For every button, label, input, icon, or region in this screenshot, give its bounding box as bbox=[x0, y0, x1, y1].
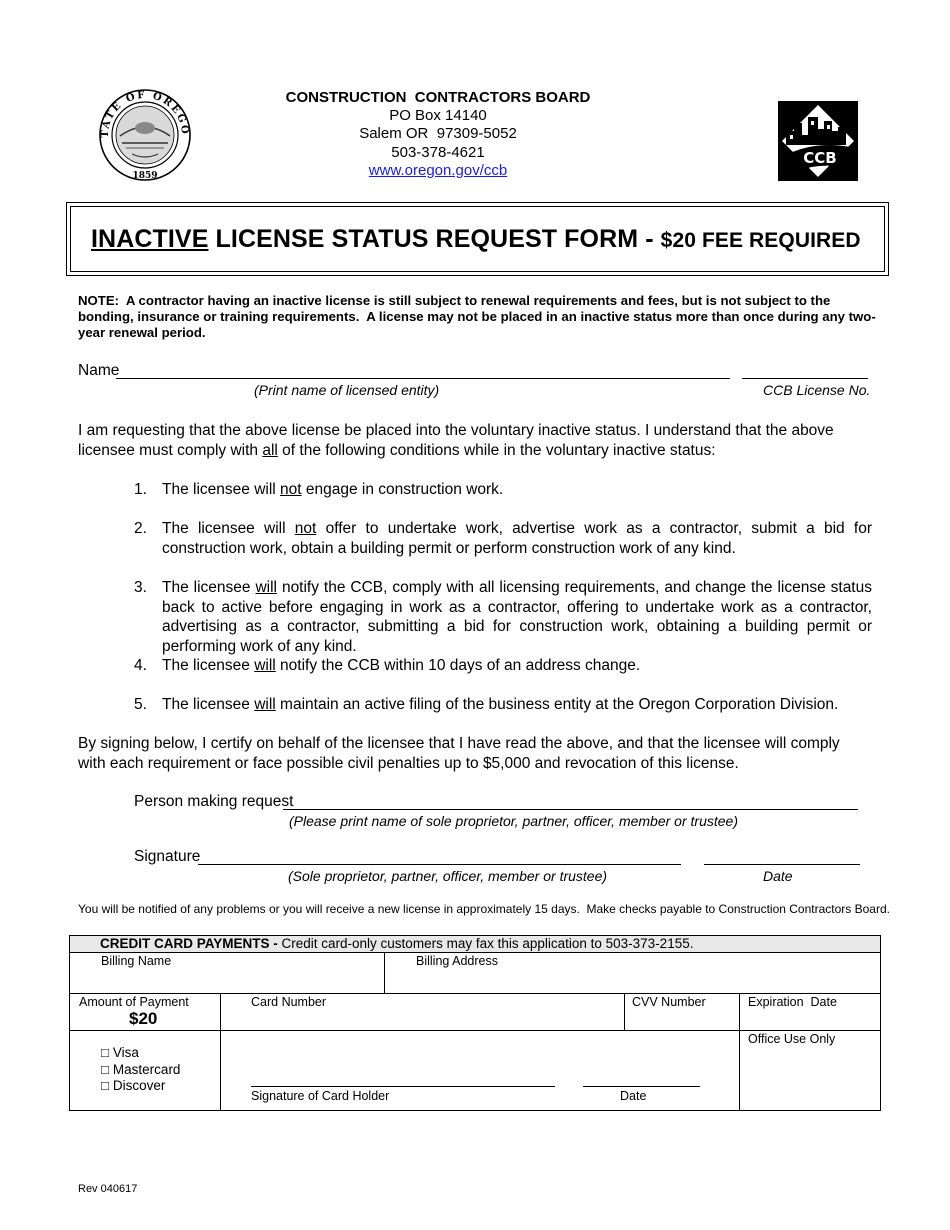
card-type-label: Mastercard bbox=[112, 1061, 181, 1077]
card-type-visa[interactable] bbox=[101, 1045, 180, 1062]
name-label: Name bbox=[78, 362, 120, 379]
checkbox-icon[interactable]: □ bbox=[101, 1078, 110, 1093]
date-caption: Date bbox=[763, 868, 793, 884]
expiration-cell[interactable] bbox=[740, 994, 881, 1031]
card-number-label: Card Number bbox=[251, 995, 327, 1009]
expiration-label: Expiration Date bbox=[748, 995, 837, 1009]
condition-text: The licensee bbox=[162, 579, 256, 596]
amount-value: $20 bbox=[129, 1009, 158, 1028]
condition-text: The licensee bbox=[162, 696, 255, 713]
cvv-cell[interactable] bbox=[625, 994, 740, 1031]
certification-paragraph: By signing below, I certify on behalf of the licensee that I have read the above, and that the licensee will comply with each requirement or face possible civil penalties up to $5,000 and revocation of this license. bbox=[78, 735, 840, 772]
signature-label: Signature bbox=[134, 848, 201, 865]
billing-address-cell[interactable] bbox=[385, 953, 881, 994]
condition-item bbox=[134, 656, 872, 676]
card-type-options bbox=[101, 1045, 180, 1095]
card-signature-cell bbox=[221, 1031, 740, 1111]
condition-number: 3. bbox=[134, 579, 147, 596]
condition-number: 5. bbox=[134, 696, 147, 713]
condition-text: engage in construction work. bbox=[301, 481, 504, 498]
condition-item bbox=[134, 695, 872, 715]
cvv-label: CVV Number bbox=[632, 995, 706, 1009]
license-number-caption: CCB License No. bbox=[763, 382, 871, 398]
intro-emphasis-all: all bbox=[262, 441, 278, 459]
condition-number: 2. bbox=[134, 520, 147, 537]
card-date-line[interactable] bbox=[583, 1086, 700, 1087]
intro-paragraph bbox=[78, 421, 868, 460]
intro-text-1: I am requesting that the above license be placed into the voluntary inactive status. I understand that the above licensee must comply with bbox=[78, 422, 834, 459]
ccb-logo bbox=[778, 101, 858, 181]
phone-number: 503-378-4621 bbox=[391, 143, 485, 161]
condition-emphasis: not bbox=[294, 520, 317, 537]
amount-label: Amount of Payment bbox=[79, 995, 189, 1009]
website-link[interactable]: www.oregon.gov/ccb bbox=[368, 161, 508, 179]
condition-text: offer to undertake work, advertise work as a contractor, submit a bid for construction work, obtain a building permit or perform construction work of any kind. bbox=[162, 520, 872, 557]
note-paragraph: NOTE: A contractor having an inactive license is still subject to renewal requirements and fees, but is not subject to the bonding, insurance or training requirements. A license may not be placed in an inactive status more than once during any two-year renewal period. bbox=[78, 293, 876, 340]
card-type-label: Visa bbox=[112, 1045, 139, 1060]
credit-card-header-bold: CREDIT CARD PAYMENTS - bbox=[100, 936, 282, 951]
condition-emphasis: not bbox=[280, 481, 302, 498]
checkbox-icon[interactable]: □ bbox=[101, 1045, 110, 1060]
card-type-mastercard[interactable] bbox=[101, 1062, 180, 1079]
po-box: PO Box 14140 bbox=[389, 107, 487, 125]
card-signature-label: Signature of Card Holder bbox=[251, 1089, 390, 1103]
title-main: LICENSE STATUS REQUEST FORM - bbox=[208, 224, 661, 253]
billing-name-label: Billing Name bbox=[101, 954, 172, 968]
title-fee: $20 FEE REQUIRED bbox=[660, 228, 861, 252]
processing-notice: You will be notified of any problems or you will receive a new license in approximately 15 days. Make checks payable to Construction Contractors Board. bbox=[78, 902, 890, 916]
person-label: Person making request bbox=[134, 793, 294, 810]
office-use-label: Office Use Only bbox=[748, 1032, 836, 1046]
revision-code: Rev 040617 bbox=[78, 1183, 138, 1195]
card-signature-line[interactable] bbox=[251, 1086, 555, 1087]
license-number-input-line[interactable] bbox=[742, 362, 868, 379]
condition-text: notify the CCB within 10 days of an address change. bbox=[275, 657, 641, 674]
name-caption: (Print name of licensed entity) bbox=[254, 382, 440, 398]
city-line: Salem OR 97309-5052 bbox=[359, 125, 517, 143]
condition-item bbox=[134, 519, 872, 558]
name-input-line[interactable] bbox=[116, 362, 730, 379]
condition-text: The licensee will bbox=[162, 481, 281, 498]
billing-name-cell[interactable] bbox=[70, 953, 385, 994]
logo-text: CCB bbox=[803, 149, 837, 167]
form-title bbox=[91, 225, 861, 254]
credit-card-table bbox=[69, 935, 881, 1111]
credit-card-header-text: Credit card-only customers may fax this application to 503-373-2155. bbox=[281, 936, 694, 951]
card-type-cell bbox=[70, 1031, 221, 1111]
person-caption: (Please print name of sole proprietor, partner, officer, member or trustee) bbox=[289, 813, 738, 829]
condition-emphasis: will bbox=[254, 696, 276, 713]
date-input-line[interactable] bbox=[704, 848, 860, 865]
card-number-cell[interactable] bbox=[221, 994, 625, 1031]
title-emphasis: INACTIVE bbox=[91, 224, 209, 253]
seal-year-text: 1859 bbox=[132, 171, 158, 181]
billing-address-label: Billing Address bbox=[416, 954, 498, 968]
oregon-state-seal bbox=[96, 88, 194, 182]
signature-input-line[interactable] bbox=[198, 848, 681, 865]
credit-card-header bbox=[70, 936, 880, 953]
card-type-discover[interactable] bbox=[101, 1078, 180, 1095]
seal-top-text: TATE OF OREGO bbox=[99, 89, 191, 139]
condition-item bbox=[134, 578, 872, 656]
checkbox-icon[interactable]: □ bbox=[101, 1061, 110, 1077]
condition-number: 1. bbox=[134, 481, 147, 498]
condition-emphasis: will bbox=[254, 657, 276, 674]
title-inner-border bbox=[70, 206, 885, 272]
condition-number: 4. bbox=[134, 657, 147, 674]
card-type-label: Discover bbox=[112, 1078, 166, 1093]
condition-emphasis: will bbox=[255, 579, 277, 596]
condition-text: The licensee bbox=[162, 657, 255, 674]
title-box bbox=[66, 202, 889, 276]
condition-text: maintain an active filing of the business entity at the Oregon Corporation Division. bbox=[275, 696, 839, 713]
amount-cell bbox=[70, 994, 221, 1031]
office-use-cell bbox=[740, 1031, 881, 1111]
header-address-block bbox=[238, 89, 638, 180]
condition-item bbox=[134, 480, 872, 500]
signature-caption: (Sole proprietor, partner, officer, member or trustee) bbox=[288, 868, 608, 884]
org-name: CONSTRUCTION CONTRACTORS BOARD bbox=[285, 89, 591, 106]
condition-text: notify the CCB, comply with all licensing requirements, and change the license status back to active before engaging in work as a contractor, offering to undertake work as a contractor, advertising as a contractor, submitting a bid for construction work, obtaining a building permit or performing work of any kind. bbox=[162, 579, 872, 655]
card-date-label: Date bbox=[620, 1089, 647, 1103]
person-input-line[interactable] bbox=[283, 793, 858, 810]
condition-text: The licensee will bbox=[162, 520, 295, 537]
intro-text-2: of the following conditions while in the voluntary inactive status: bbox=[277, 441, 716, 459]
